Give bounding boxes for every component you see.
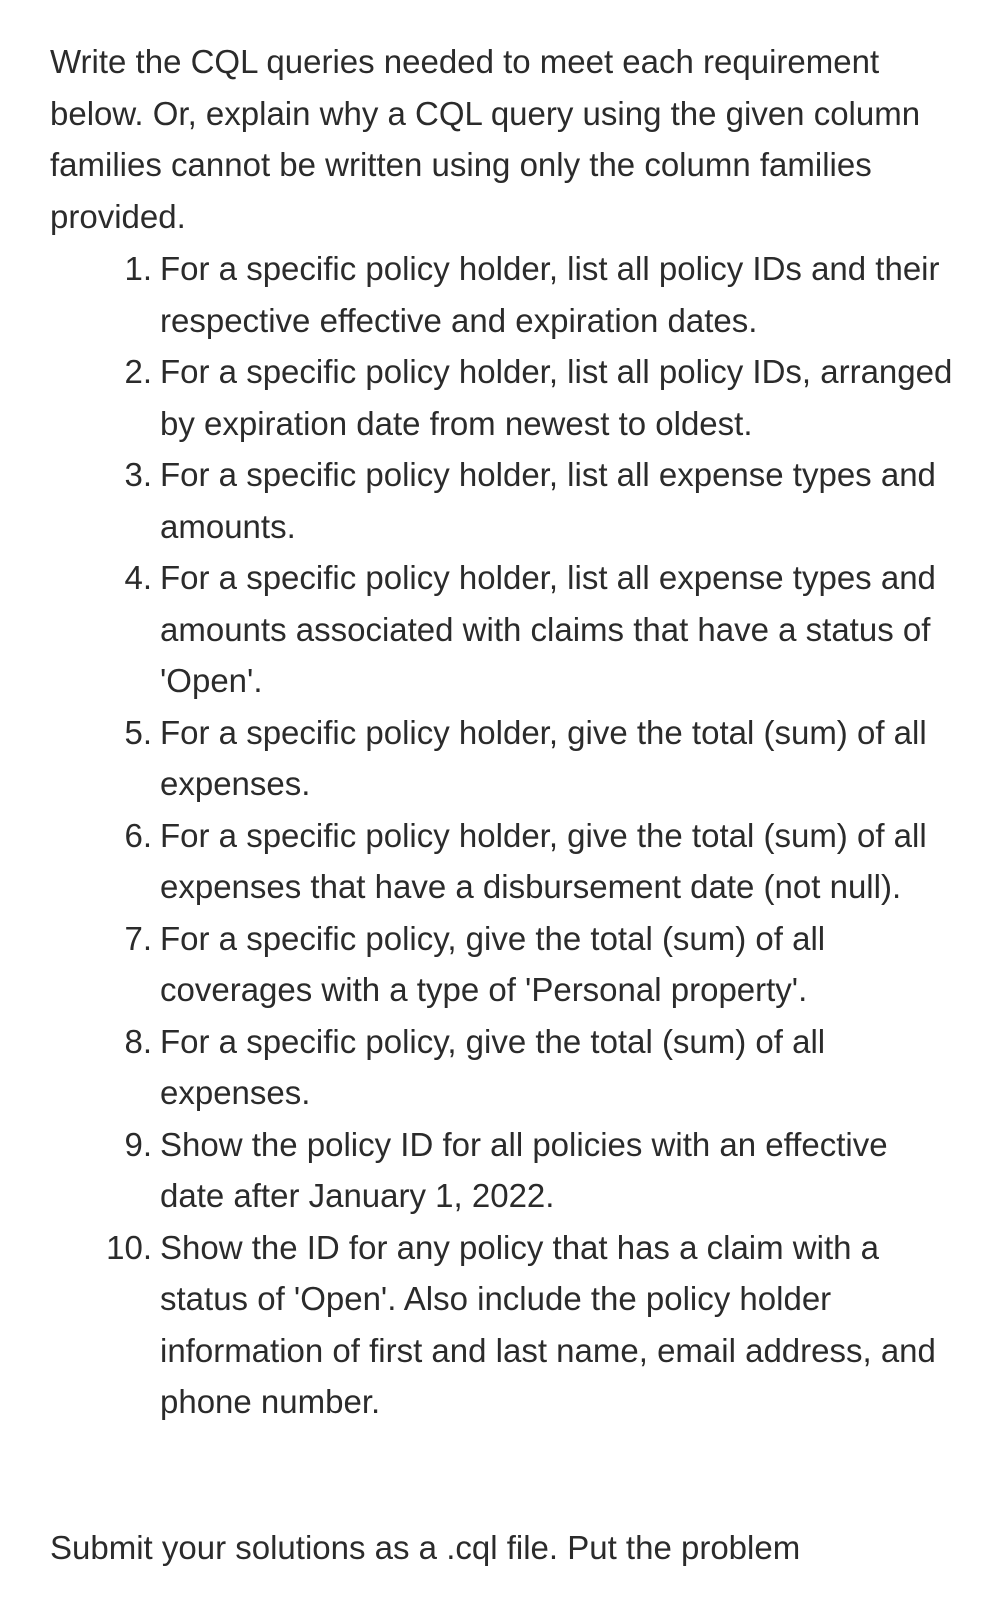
requirement-number: 8. <box>124 1022 152 1060</box>
requirement-text: For a specific policy, give the total (sum) of all expenses. <box>160 1022 826 1111</box>
requirement-number: 10. <box>106 1228 152 1266</box>
requirement-number: 6. <box>124 816 152 854</box>
requirement-number: 3. <box>124 456 152 493</box>
requirement-item <box>0 707 1005 810</box>
requirement-text: For a specific policy holder, give the total (sum) of all expenses. <box>160 713 927 802</box>
requirement-text: For a specific policy holder, list all policy IDs, arranged by expiration date from newest to oldest. <box>160 353 953 442</box>
intro-paragraph: Write the CQL queries needed to meet each requirement below. Or, explain why a CQL query using the given column families cannot be written using only the column families provided. <box>50 43 921 235</box>
requirement-number: 2. <box>124 353 152 390</box>
requirement-item <box>0 243 1005 346</box>
submission-instructions: Submit your solutions as a .cql file. Put the problem <box>50 1529 801 1566</box>
requirement-text: For a specific policy holder, list all expense types and amounts associated with claims that have a status of 'Open'. <box>160 559 936 699</box>
requirement-text: For a specific policy, give the total (sum) of all coverages with a type of 'Personal property'. <box>160 919 826 1008</box>
requirement-text: For a specific policy holder, list all expense types and amounts. <box>160 456 936 545</box>
requirement-number: 7. <box>124 919 152 957</box>
requirement-number: 4. <box>124 559 152 596</box>
requirement-text: Show the policy ID for all policies with an effective date after January 1, 2022. <box>160 1125 888 1214</box>
requirement-text: For a specific policy holder, list all policy IDs and their respective effective and expiration dates. <box>160 250 940 339</box>
requirement-text: For a specific policy holder, give the total (sum) of all expenses that have a disbursement date (not null). <box>160 816 927 905</box>
requirement-number: 5. <box>124 713 152 751</box>
requirement-text: Show the ID for any policy that has a claim with a status of 'Open'. Also include the policy holder information of first and last name, email address, and phone number. <box>160 1228 936 1420</box>
requirement-item <box>0 552 1005 707</box>
requirement-item <box>0 1016 1005 1119</box>
requirement-item <box>0 1222 1005 1428</box>
requirement-number: 9. <box>124 1125 152 1163</box>
requirement-item <box>0 810 1005 913</box>
requirement-item <box>0 1119 1005 1222</box>
requirement-item <box>0 449 1005 552</box>
requirement-number: 1. <box>124 250 152 287</box>
requirement-item <box>0 346 1005 449</box>
requirements-list <box>0 243 1005 1428</box>
requirement-item <box>0 913 1005 1016</box>
